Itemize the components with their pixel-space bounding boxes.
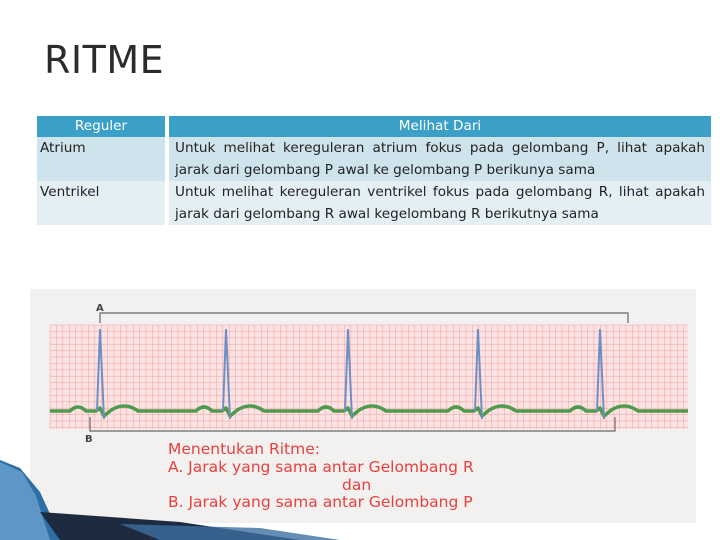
row-label-atrium: Atrium	[37, 137, 165, 181]
table-row	[37, 137, 711, 181]
slide-decoration	[0, 440, 720, 540]
caption-dan: dan	[342, 476, 372, 494]
marker-b: B	[85, 434, 93, 445]
table-header-row	[37, 116, 711, 137]
caption-line-b: B. Jarak yang sama antar Gelombang P	[168, 493, 473, 511]
bracket-a	[100, 313, 628, 323]
table-row	[37, 181, 711, 225]
marker-a: A	[96, 303, 104, 314]
row-label-ventrikel: Ventrikel	[37, 181, 165, 225]
slide-title: RITME	[44, 38, 165, 82]
caption-heading: Menentukan Ritme:	[168, 440, 320, 458]
row-text-ventrikel: Untuk melihat kereguleran ventrikel fokus pada gelombang R, lihat apakah jarak dari gelombang R awal kegelombang R berikutnya sama	[169, 181, 711, 225]
ecg-grid-background	[50, 325, 688, 429]
ritme-table	[33, 116, 715, 225]
header-reguler: Reguler	[37, 116, 165, 137]
row-text-atrium: Untuk melihat kereguleran atrium fokus pada gelombang P, lihat apakah jarak dari gelombang P awal ke gelombang P berikunya sama	[169, 137, 711, 181]
caption-line-a: A. Jarak yang sama antar Gelombang R	[168, 458, 474, 476]
header-melihat-dari: Melihat Dari	[169, 116, 711, 137]
